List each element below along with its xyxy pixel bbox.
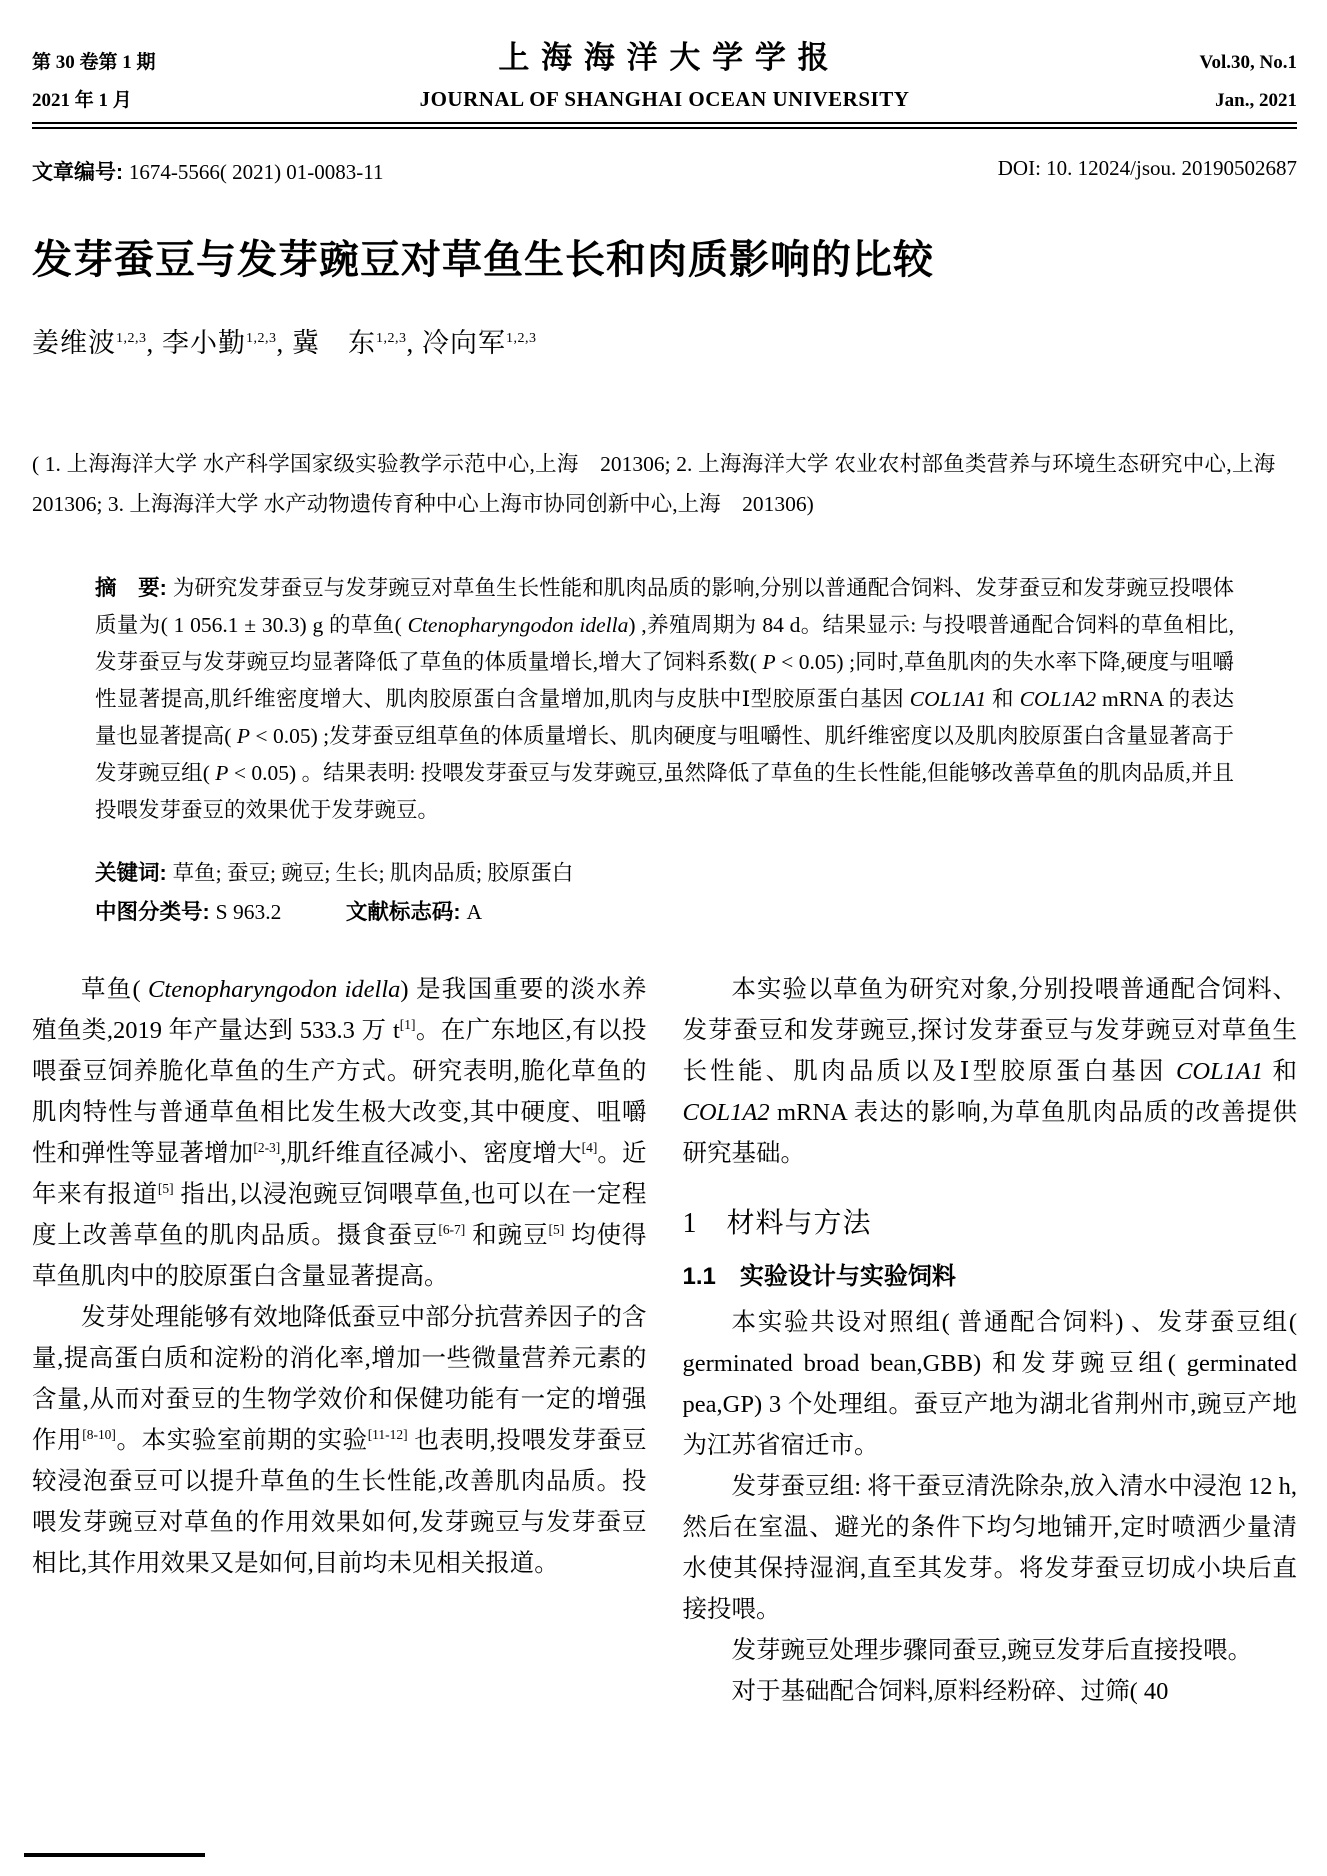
body-paragraph: 发芽处理能够有效地降低蚕豆中部分抗营养因子的含量,提高蛋白质和淀粉的消化率,增加一些微量营养元素的含量,从而对蚕豆的生物学效价和保健功能有一定的增强作用[8-10]。本实验室前期的实验[11-12] 也表明,投喂发芽蚕豆较浸泡蚕豆可以提升草鱼的生长性能,改善肌肉品质。投喂发芽豌豆对草鱼的作用效果如何,发芽豌豆与发芽蚕豆相比,其作用效果又是如何,目前均未见相关报道。 [32,1304,647,1577]
right-column [683,969,1298,1712]
footnote-divider [24,1853,205,1857]
affiliation: ( 1. 上海海洋大学 水产科学国家级实验教学示范中心,上海 201306; 2. 上海海洋大学 农业农村部鱼类营养与环境生态研究中心,上海 201306; 3. 上海海洋大学 水产动物遗传育种中心上海市协同创新中心,上海 201306) [32,452,1297,516]
body-paragraph: 本实验以草鱼为研究对象,分别投喂普通配合饲料、发芽蚕豆和发芽豌豆,探讨发芽蚕豆与发芽豌豆对草鱼生长性能、肌肉品质以及Ⅰ型胶原蛋白基因 COL1A1 和 COL1A2 mRNA 表达的影响,为草鱼肌肉品质的改善提供研究基础。 [682,976,1298,1167]
volume-number-en: Vol.30, No.1 [1199,52,1297,73]
article-title: 发芽蚕豆与发芽豌豆对草鱼生长和肉质影响的比较 [32,238,934,282]
abstract-block [32,570,1297,931]
body-paragraph: 发芽蚕豆组: 将干蚕豆清洗除杂,放入清水中浸泡 12 h,然后在室温、避光的条件下均匀地铺开,定时喷洒少量清水使其保持湿润,直至其发芽。将发芽蚕豆切成小块后直接投喂。 [682,1473,1297,1623]
header-divider [32,122,1297,129]
issue-date-en: Jan., 2021 [1215,90,1297,111]
journal-title-en: JOURNAL OF SHANGHAI OCEAN UNIVERSITY [419,87,910,111]
subsection-heading: 1.1 实验设计与实验饲料 [682,1263,956,1290]
body-paragraph: 发芽豌豆处理步骤同蚕豆,豌豆发芽后直接投喂。 [731,1637,1253,1664]
clc-line: 中图分类号: S 963.2 文献标志码: A [95,900,483,924]
journal-title-cn: 上 海 海 洋 大 学 学 报 [498,40,831,75]
body-paragraph: 对于基础配合饲料,原料经粉碎、过筛( 40 [731,1678,1169,1705]
authors-line: 姜维波$^{1,2,3}$, 李小勤$^{1,2,3}$, 冀 东$^{1,2,3}$, 冷向军$^{1,2,3}$ [32,328,537,358]
article-meta-row [32,156,1297,186]
issue-date-cn: 2021 年 1 月 [32,90,132,111]
body-columns [32,969,1297,1712]
abstract-text: 摘 要: 为研究发芽蚕豆与发芽豌豆对草鱼生长性能和肌肉品质的影响,分别以普通配合饲料、发芽蚕豆和发芽豌豆投喂体质量为( 1 056.1 ± 30.3) g 的草鱼( Ctenopharyngodon idella) ,养殖周期为 84 d。结果显示: 与投喂普通配合饲料的草鱼相比,发芽蚕豆与发芽豌豆均显著降低了草鱼的体质量增长,增大了饲料系数( P < 0.05) ;同时,草鱼肌肉的失水率下降,硬度与咀嚼性显著提高,肌纤维密度增大、肌肉胶原蛋白含量增加,肌肉与皮肤中Ⅰ型胶原蛋白基因 COL1A1 和 COL1A2 mRNA 的表达量也显著提高( P < 0.05) ;发芽蚕豆组草鱼的体质量增长、肌肉硬度与咀嚼性、肌纤维密度以及肌肉胶原蛋白含量显著高于发芽豌豆组( P < 0.05) 。结果表明: 投喂发芽蚕豆与发芽豌豆,虽然降低了草鱼的生长性能,但能够改善草鱼的肌肉品质,并且投喂发芽蚕豆的效果优于发芽豌豆。 [95,576,1235,822]
body-paragraph: 草鱼( Ctenopharyngodon idella) 是我国重要的淡水养殖鱼类,2019 年产量达到 533.3 万 t[1]。在广东地区,有以投喂蚕豆饲养脆化草鱼的生产方式。研究表明,脆化草鱼的肌肉特性与普通草鱼相比发生极大改变,其中硬度、咀嚼性和弹性等显著增加[2-3],肌纤维直径减小、密度增大[4]。近年来有报道[5] 指出,以浸泡豌豆饲喂草鱼,也可以在一定程度上改善草鱼的肌肉品质。摄食蚕豆[6-7] 和豌豆[5] 均使得草鱼肌肉中的胶原蛋白含量显著提高。 [32,976,647,1290]
issue-number-cn: 第 30 卷第 1 期 [32,52,156,73]
section-heading: 1 材料与方法 [682,1208,872,1239]
article-number: 文章编号: 1674-5566( 2021) 01-0083-11 [32,160,384,184]
keywords-line: 关键词: 草鱼; 蚕豆; 豌豆; 生长; 肌肉品质; 胶原蛋白 [95,861,574,885]
left-column [32,969,647,1712]
journal-header [32,32,1297,129]
article-doi: DOI: 10. 12024/jsou. 20190502687 [997,156,1297,180]
body-paragraph: 本实验共设对照组( 普通配合饲料) 、发芽蚕豆组( germinated broad bean,GBB) 和发芽豌豆组( germinated pea,GP) 3 个处理组。蚕豆产地为湖北省荆州市,豌豆产地为江苏省宿迁市。 [682,1309,1297,1459]
